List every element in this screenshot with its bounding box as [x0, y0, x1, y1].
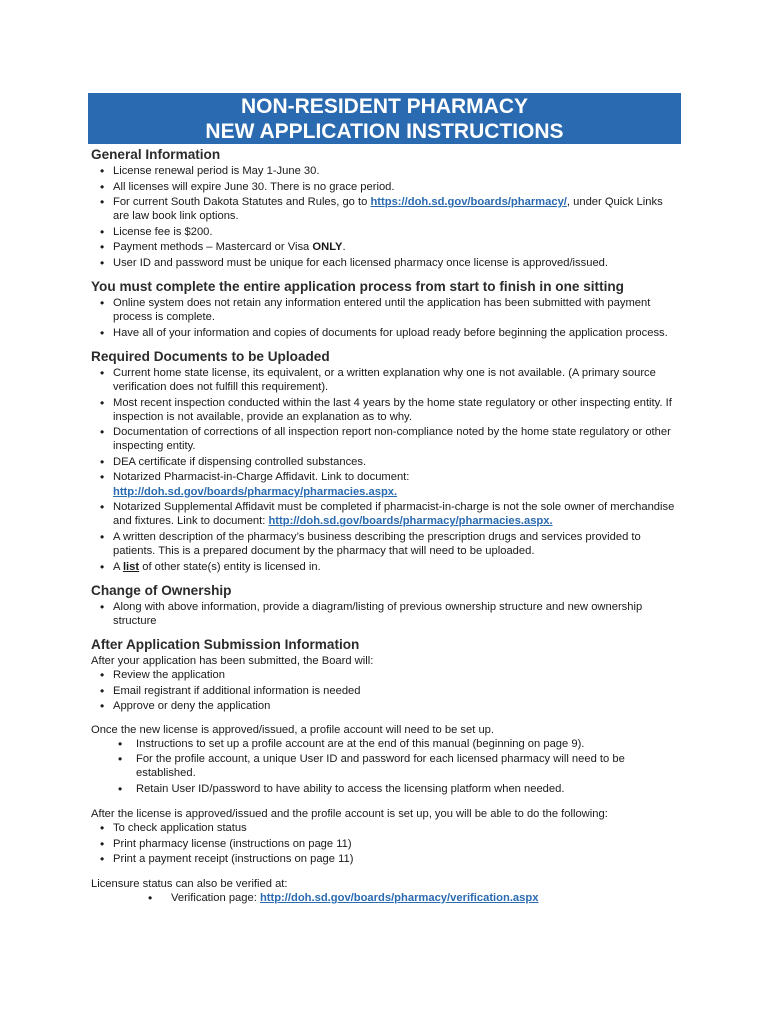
- required-documents-heading: Required Documents to be Uploaded: [91, 348, 330, 364]
- list-item-text: , under Quick Links are law book link options.: [113, 196, 663, 223]
- list-item: • License renewal period is May 1-June 30.: [91, 164, 681, 178]
- list-item: • License fee is $200.: [91, 225, 681, 239]
- emphasis-text: list: [122, 560, 140, 573]
- verification-link[interactable]: http://doh.sd.gov/boards/pharmacy/verification.aspx: [259, 891, 539, 904]
- list-item: [91, 891, 681, 905]
- required-documents-list: [91, 366, 681, 574]
- list-item: [91, 500, 681, 528]
- list-item: • Along with above information, provide a diagram/listing of previous ownership structure and new ownership structure: [91, 600, 681, 628]
- list-item: • Email registrant if additional information is needed: [91, 684, 681, 698]
- general-information-heading: General Information: [91, 147, 221, 162]
- profile-account-intro: Once the new license is approved/issued, a profile account will need to be set up.: [91, 723, 494, 736]
- profile-account-list: [91, 737, 681, 796]
- list-item: • Approve or deny the application: [91, 699, 681, 713]
- list-item: [91, 240, 681, 254]
- list-item: [91, 560, 681, 574]
- able-to-do-intro: After the license is approved/issued and the profile account is set up, you will be able to do the following:: [91, 808, 608, 821]
- list-item: • Review the application: [91, 668, 681, 682]
- document-body: [91, 146, 681, 906]
- list-item-text: of other state(s) entity is licensed in.: [139, 560, 321, 573]
- change-of-ownership-list: [91, 600, 681, 628]
- title-line-2: NEW APPLICATION INSTRUCTIONS: [205, 120, 564, 143]
- list-item: • A written description of the pharmacy’s business describing the prescription drugs and services provided to patients. This is a prepared document by the pharmacy that will need to be uploaded.: [91, 530, 681, 558]
- general-information-list: [91, 164, 681, 270]
- statutes-link[interactable]: https://doh.sd.gov/boards/pharmacy/: [370, 196, 567, 208]
- list-item: • Online system does not retain any information entered until the application has been submitted with payment process is complete.: [91, 296, 681, 324]
- change-of-ownership-heading: Change of Ownership: [91, 582, 232, 598]
- complete-process-list: [91, 296, 681, 340]
- list-item-text: Notarized Supplemental Affidavit must be completed if pharmacist-in-charge is not the sole owner of merchandise and fixtures. Link to document:: [113, 501, 675, 528]
- list-item: • For the profile account, a unique User ID and password for each licensed pharmacy will need to be established.: [91, 752, 681, 780]
- list-item: • Most recent inspection conducted within the last 4 years by the home state regulatory or other inspecting entity. If inspection is not available, provide an explanation as to why.: [91, 396, 681, 424]
- emphasis-text: ONLY: [312, 241, 343, 254]
- list-item: • Print a payment receipt (instructions on page 11): [91, 852, 681, 866]
- list-item: [91, 470, 681, 498]
- list-item: • To check application status: [91, 821, 681, 835]
- supplemental-affidavit-link[interactable]: http://doh.sd.gov/boards/pharmacy/pharmacies.aspx.: [268, 515, 553, 528]
- verification-intro: Licensure status can also be verified at:: [91, 877, 288, 890]
- list-item: • User ID and password must be unique for each licensed pharmacy once license is approved/issued.: [91, 256, 681, 270]
- list-item: • Documentation of corrections of all inspection report non-compliance noted by the home state regulatory or other inspecting entity.: [91, 425, 681, 453]
- list-item: [91, 195, 681, 223]
- board-actions-list: [91, 668, 681, 713]
- pic-affidavit-link[interactable]: http://doh.sd.gov/boards/pharmacy/pharmacies.aspx.: [113, 485, 398, 498]
- title-line-1: NON-RESIDENT PHARMACY: [240, 95, 528, 118]
- list-item: • Current home state license, its equivalent, or a written explanation why one is not available. (A primary source verification does not fulfill this requirement).: [91, 366, 681, 394]
- verification-list: [91, 891, 681, 905]
- list-item-text: Payment methods – Mastercard or Visa: [113, 241, 313, 254]
- list-item-text: Notarized Pharmacist-in-Charge Affidavit. Link to document:: [113, 471, 410, 484]
- list-item: • Instructions to set up a profile account are at the end of this manual (beginning on page 9).: [91, 737, 681, 751]
- title-banner: [88, 93, 681, 144]
- list-item-text: A: [113, 560, 123, 573]
- able-to-do-list: [91, 821, 681, 866]
- list-item: • Print pharmacy license (instructions on page 11): [91, 837, 681, 851]
- after-submission-heading: After Application Submission Information: [91, 637, 360, 653]
- list-item-text: .: [342, 241, 346, 254]
- list-item: • All licenses will expire June 30. There is no grace period.: [91, 180, 681, 194]
- list-item: • Retain User ID/password to have ability to access the licensing platform when needed.: [91, 782, 681, 796]
- list-item-text: For current South Dakota Statutes and Rules, go to: [113, 196, 371, 208]
- list-item: • DEA certificate if dispensing controlled substances.: [91, 455, 681, 469]
- complete-process-heading: You must complete the entire application process from start to finish in one sitting: [91, 278, 624, 294]
- list-item: • Have all of your information and copies of documents for upload ready before beginning the application process.: [91, 326, 681, 340]
- after-submission-intro: After your application has been submitted, the Board will:: [91, 655, 374, 668]
- list-item-text: Verification page:: [171, 891, 260, 904]
